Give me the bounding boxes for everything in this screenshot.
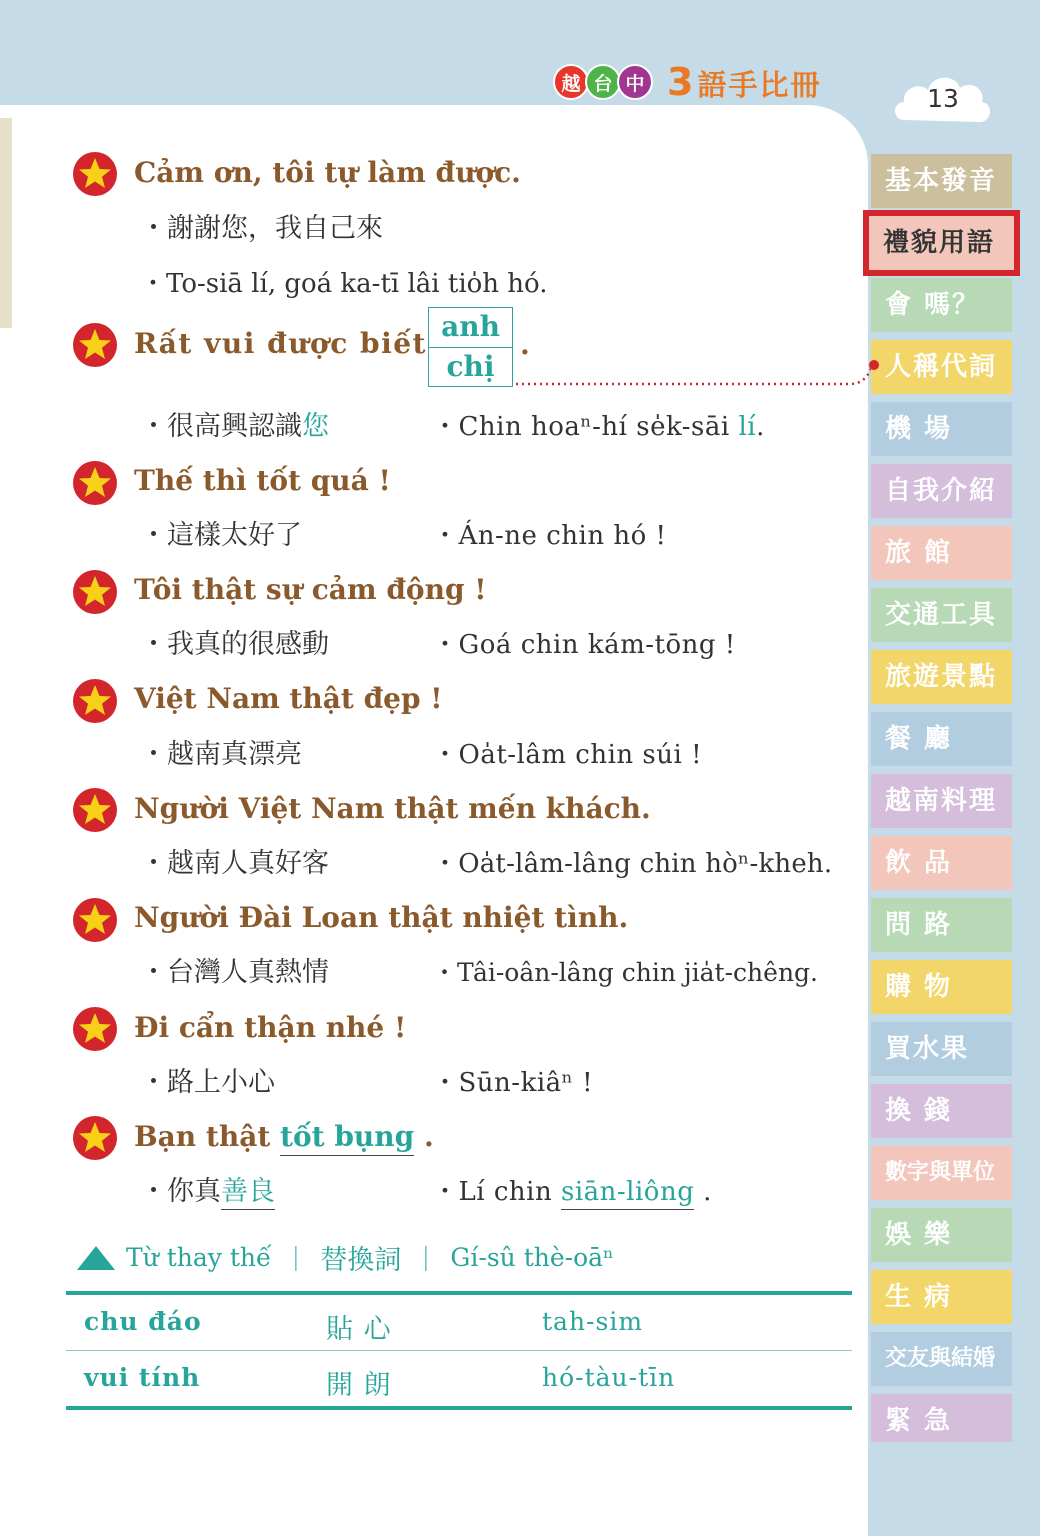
table-row <box>66 1295 852 1350</box>
sidebar-tab[interactable]: 交友與結婚 <box>871 1332 1012 1386</box>
sidebar-tab[interactable]: 數字與單位 <box>871 1146 1012 1200</box>
phrase-tw-text: ・你真 <box>140 1176 221 1207</box>
phrase-tl: ・Oa̍t-lâm chin súi ! <box>432 740 703 770</box>
phrase-tw-highlight: 您 <box>302 411 329 442</box>
phrase-tw: ・越南真漂亮 <box>140 739 302 770</box>
phrase-vn: Tôi thật sự cảm động ! <box>134 573 487 606</box>
star-icon <box>72 897 118 943</box>
phrase-tl: ・To-siā lí, goá ka-tī lâi tio̍h hó. <box>140 269 548 299</box>
phrase-vn: Người Việt Nam thật mến khách. <box>134 792 651 825</box>
phrase-vn: Đi cẩn thận nhé ! <box>134 1011 407 1044</box>
triangle-icon <box>76 1245 116 1271</box>
sidebar-tab[interactable]: 越南料理 <box>871 774 1012 828</box>
page-number: 13 <box>927 84 959 113</box>
cell-tw: 開 朗 <box>326 1370 392 1401</box>
phrase-tw-text: ・很高興認識 <box>140 411 302 442</box>
phrase-tl: ・Án-ne chin hó ! <box>432 521 667 551</box>
page-number-cloud <box>890 66 996 132</box>
book-title <box>667 60 821 104</box>
cell-tl: tah-sim <box>542 1307 644 1336</box>
table-row <box>66 1350 852 1406</box>
phrase-vn: Việt Nam thật đẹp ! <box>134 682 443 715</box>
star-icon <box>72 460 118 506</box>
sidebar-tab[interactable]: 換 錢 <box>871 1084 1012 1138</box>
phrase-tl: ・Sūn-kiâⁿ ! <box>432 1068 594 1098</box>
phrase-vn-blank: tốt bụng <box>280 1120 414 1156</box>
phrase-tw: ・路上小心 <box>140 1067 275 1098</box>
phrase-tw <box>140 410 329 444</box>
sidebar-tab[interactable]: 飲 品 <box>871 836 1012 890</box>
phrase-tw <box>140 1175 275 1209</box>
phrase-tw: ・台灣人真熱情 <box>140 957 329 988</box>
phrase-vn-end: . <box>414 1120 434 1153</box>
star-icon <box>72 151 118 197</box>
sidebar-tab[interactable]: 旅遊景點 <box>871 650 1012 704</box>
sidebar-tab[interactable]: 基本發音 <box>871 154 1012 208</box>
substitution-table <box>66 1291 852 1410</box>
phrase-tl <box>432 410 765 444</box>
star-icon <box>72 1115 118 1161</box>
phrase-tl <box>432 1175 712 1209</box>
phrase-tl: ・Goá chin kám-tōng ! <box>432 630 736 660</box>
connector-dot <box>869 360 879 370</box>
logo-circle-vn: 越 <box>553 64 589 100</box>
substitution-heading-vn: Từ thay thế <box>126 1243 272 1272</box>
phrase-tl-blank: siān-liông <box>561 1177 694 1210</box>
star-icon <box>72 569 118 615</box>
phrase-tw: ・我真的很感動 <box>140 629 329 660</box>
sidebar-tab[interactable]: 問 路 <box>871 898 1012 952</box>
sidebar-tab[interactable]: 會 嗎？ <box>871 278 1012 332</box>
phrase-vn: Cảm ơn, tôi tự làm được. <box>134 156 521 189</box>
logo-circle-tw: 台 <box>585 64 621 100</box>
sidebar-tab[interactable]: 買水果 <box>871 1022 1012 1076</box>
cell-vn: vui tính <box>84 1363 201 1392</box>
book-title-number: 3 <box>667 60 696 104</box>
left-edge-strip <box>0 118 12 328</box>
sidebar-tab[interactable]: 禮貌用語 <box>869 216 1014 270</box>
logo-circle-zh: 中 <box>617 64 653 100</box>
phrase-tl: ・Tâi-oân-lâng chin jia̍t-chêng. <box>432 958 818 987</box>
cell-vn: chu đáo <box>84 1307 202 1336</box>
star-icon <box>72 1006 118 1052</box>
phrase-vn-text: Bạn thật <box>134 1120 281 1153</box>
phrase-tw: ・這樣太好了 <box>140 520 302 551</box>
choice-option-chi: chị <box>446 350 495 383</box>
pronoun-choice-box <box>428 307 513 387</box>
phrase-tl-text: ・Chin hoaⁿ-hí se̍k-sāi <box>432 412 739 442</box>
sidebar-bottom-fill <box>871 1442 1012 1536</box>
sidebar-tab[interactable]: 生 病 <box>871 1270 1012 1324</box>
phrase-period: . <box>520 328 530 361</box>
star-icon <box>72 322 118 368</box>
heading-separator: ｜ <box>283 1244 309 1274</box>
sidebar-tab[interactable]: 交通工具 <box>871 588 1012 642</box>
sidebar-tab[interactable]: 自我介紹 <box>871 464 1012 518</box>
phrase-tl-end: . <box>694 1177 712 1207</box>
sidebar-tab[interactable]: 緊 急 <box>871 1394 1012 1448</box>
choice-option-anh: anh <box>429 308 512 348</box>
phrase-tw-blank: 善良 <box>221 1176 275 1210</box>
sidebar-tab[interactable]: 購 物 <box>871 960 1012 1014</box>
substitution-heading-tw: 替換詞 <box>320 1245 402 1276</box>
book-logo <box>553 60 821 104</box>
phrase-tw: ・謝謝您，我自己來 <box>140 213 383 244</box>
substitution-heading-tl: Gí-sû thè-oāⁿ <box>450 1243 614 1272</box>
phrase-tl: ・Oa̍t-lâm-lâng chin hòⁿ-kheh. <box>432 849 833 879</box>
sidebar-tab[interactable]: 餐 廳 <box>871 712 1012 766</box>
sidebar-tab[interactable]: 機 場 <box>871 402 1012 456</box>
phrase-vn: Thế thì tốt quá ! <box>134 464 391 497</box>
substitution-heading <box>76 1238 614 1277</box>
heading-separator: ｜ <box>413 1244 439 1274</box>
phrase-vn <box>134 1120 434 1154</box>
sidebar-tab[interactable]: 人稱代詞 <box>871 340 1012 394</box>
phrase-tl-end: . <box>756 412 765 442</box>
phrase-tw: ・越南人真好客 <box>140 848 329 879</box>
book-title-text: 語手比冊 <box>697 68 822 102</box>
cell-tl: hó-tàu-tīn <box>542 1363 676 1392</box>
cell-tw: 貼 心 <box>326 1314 392 1345</box>
phrase-vn: Rất vui được biết <box>134 327 427 360</box>
sidebar-tab[interactable]: 旅 館 <box>871 526 1012 580</box>
phrase-vn: Người Đài Loan thật nhiệt tình. <box>134 901 629 934</box>
star-icon <box>72 678 118 724</box>
phrase-tl-text: ・Lí chin <box>432 1177 561 1207</box>
sidebar-tab[interactable]: 娛 樂 <box>871 1208 1012 1262</box>
star-icon <box>72 787 118 833</box>
phrase-tl-highlight: lí <box>738 412 757 442</box>
